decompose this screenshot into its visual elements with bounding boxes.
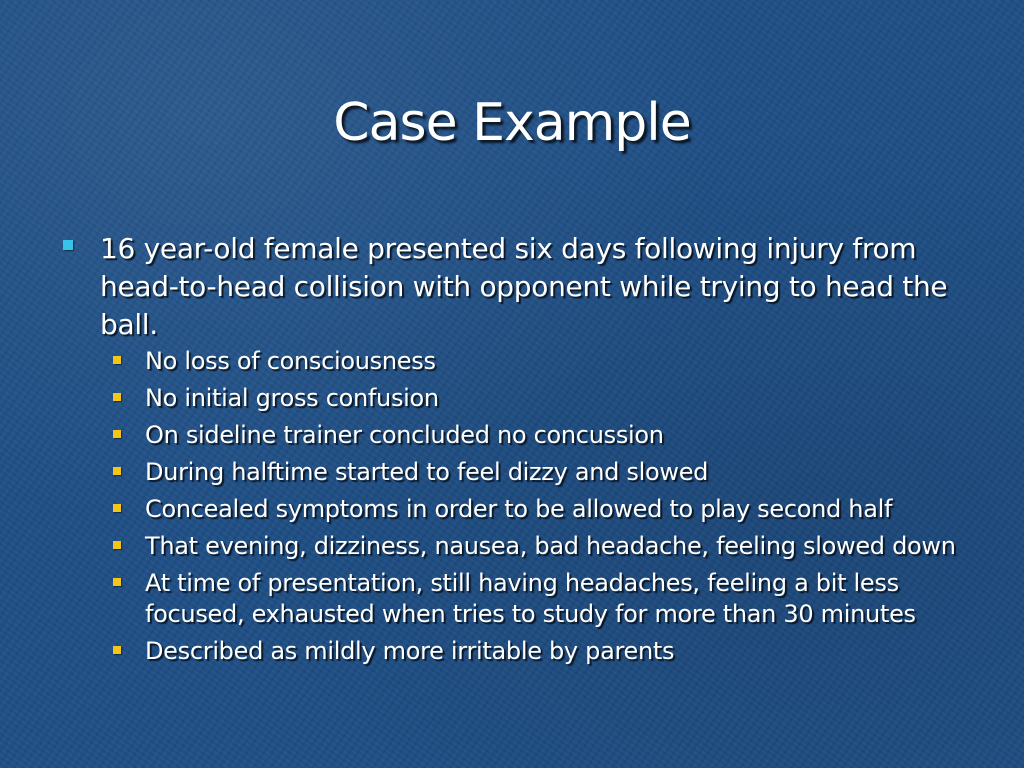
sub-bullet-text: No initial gross confusion (145, 384, 439, 412)
square-bullet-icon (113, 430, 121, 438)
square-bullet-icon (113, 467, 121, 475)
sub-bullet-text: Described as mildly more irritable by parents (145, 637, 675, 665)
slide-content (58, 230, 968, 673)
sub-bullet-item (142, 636, 968, 667)
sub-bullet-item (142, 531, 968, 562)
sub-bullet-item (142, 494, 968, 525)
sub-bullet-item (142, 457, 968, 488)
square-bullet-icon (113, 646, 121, 654)
square-bullet-icon (113, 393, 121, 401)
sub-bullet-item (142, 568, 968, 630)
main-bullet-item (58, 230, 968, 344)
sub-bullet-item (142, 346, 968, 377)
square-bullet-icon (113, 504, 121, 512)
sub-bullet-text: Concealed symptoms in order to be allowed to play second half (145, 495, 893, 523)
sub-bullet-list (58, 346, 968, 667)
square-bullet-icon (63, 240, 73, 250)
sub-bullet-text: That evening, dizziness, nausea, bad headache, feeling slowed down (145, 532, 956, 560)
sub-bullet-text: At time of presentation, still having headaches, feeling a bit less focused, exhausted when tries to study for more than 30 minutes (145, 569, 916, 628)
sub-bullet-item (142, 383, 968, 414)
square-bullet-icon (113, 541, 121, 549)
main-bullet-text: 16 year-old female presented six days following injury from head-to-head collision with opponent while trying to head the ball. (100, 232, 948, 341)
square-bullet-icon (113, 356, 121, 364)
sub-bullet-text: On sideline trainer concluded no concussion (145, 421, 664, 449)
sub-bullet-item (142, 420, 968, 451)
slide-title: Case Example (333, 93, 691, 153)
sub-bullet-text: During halftime started to feel dizzy and slowed (145, 458, 709, 486)
sub-bullet-text: No loss of consciousness (145, 347, 436, 375)
square-bullet-icon (113, 578, 121, 586)
